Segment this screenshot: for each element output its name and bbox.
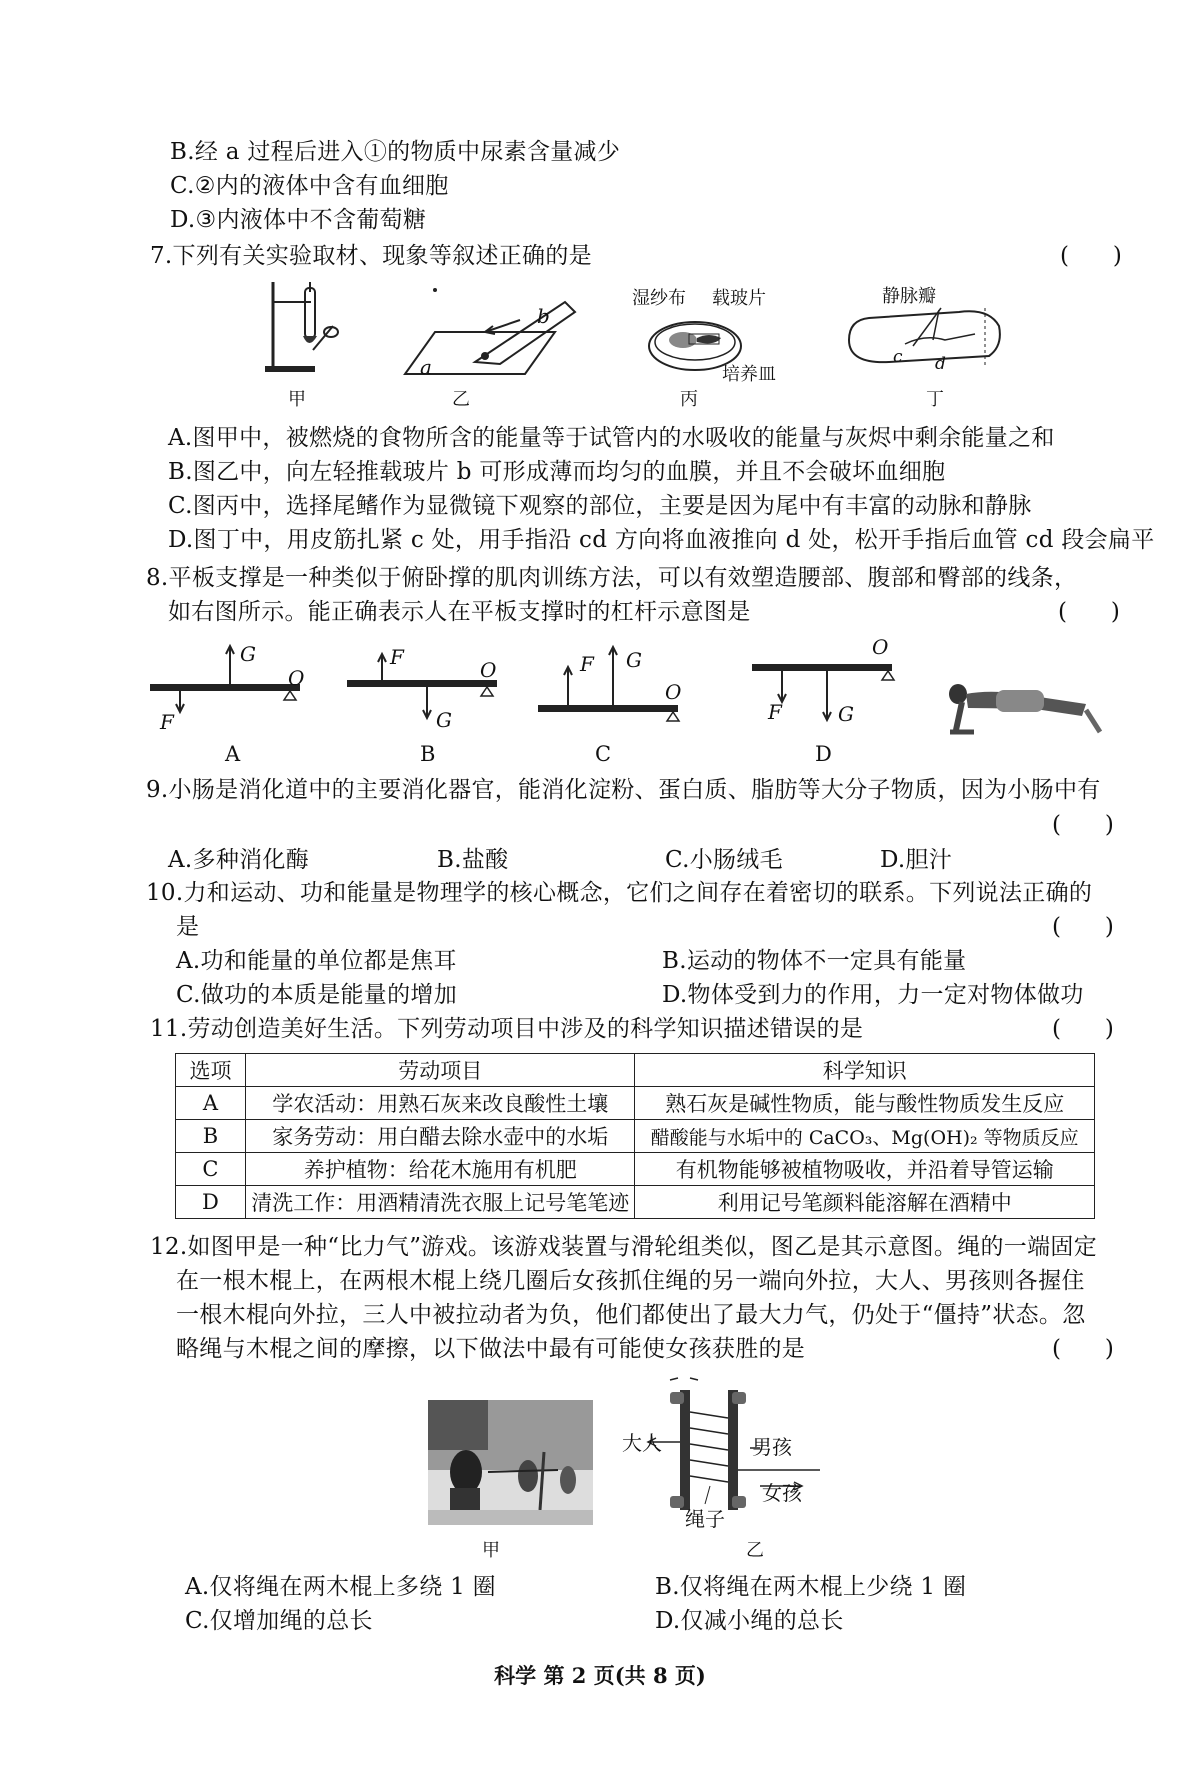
q8-d-label-g: G: [838, 702, 854, 726]
page-footer: 科学 第 2 页(共 8 页): [494, 1663, 706, 1688]
q8-c-label-g: G: [626, 648, 642, 672]
table-header-cell: 劳动项目: [245, 1054, 635, 1087]
q7-option-a: A.图甲中，被燃烧的食物所含的能量等于试管内的水吸收的能量与灰烬中剩余能量之和: [168, 425, 1055, 451]
table-cell: 醋酸能与水垢中的 CaCO₃、Mg(OH)₂ 等物质反应: [635, 1120, 1095, 1153]
q10-answer-bracket: ( ): [1052, 914, 1114, 940]
q12-option-b: B.仅将绳在两木棍上少绕 1 圈: [655, 1574, 967, 1600]
q7-label-shi-sha-bu: 湿纱布: [632, 288, 686, 309]
q8-option-a: A: [225, 742, 241, 766]
q12-label-jia: 甲: [482, 1540, 500, 1561]
q12-stem-line2: 在一根木棍上，在两根木棍上绕几圈后女孩抓住绳的另一端向外拉，大人、男孩则各握住: [176, 1268, 1085, 1294]
table-cell: 家务劳动：用白醋去除水壶中的水垢: [245, 1120, 635, 1153]
q7-stem: 7.下列有关实验取材、现象等叙述正确的是: [150, 243, 592, 269]
q12-answer-bracket: ( ): [1052, 1336, 1114, 1362]
q8-b-label-g: G: [436, 708, 452, 732]
q9-option-d: D.胆汁: [880, 847, 953, 873]
q7-label-jia: 甲: [288, 389, 306, 410]
q10-option-c: C.做功的本质是能量的增加: [176, 982, 457, 1008]
q8-b-label-f: F: [390, 645, 404, 669]
table-header-row: [176, 1054, 1095, 1087]
q10-option-a: A.功和能量的单位都是焦耳: [176, 948, 457, 974]
q8-plank-person-image: [940, 680, 1110, 750]
q12-label-sheng-zi: 绳子: [685, 1507, 725, 1531]
q8-b-label-o: O: [480, 658, 497, 682]
q8-stem-line1: 8.平板支撑是一种类似于俯卧撑的肌肉训练方法，可以有效塑造腰部、腹部和臀部的线条，: [146, 565, 1078, 591]
q7-label-pei-yang-min: 培养皿: [722, 364, 776, 385]
q8-a-label-g: G: [240, 642, 256, 666]
q8-a-label-o: O: [288, 666, 305, 690]
q8-a-label-f: F: [160, 710, 174, 734]
q12-photo-jia: [428, 1400, 593, 1525]
q9-option-c: C.小肠绒毛: [665, 847, 783, 873]
q7-figure-jia: [255, 280, 355, 380]
q7-label-d: d: [935, 354, 946, 374]
q8-stem-line2: 如右图所示。能正确表示人在平板支撑时的杠杆示意图是: [168, 599, 751, 625]
q12-label-nv-hai: 女孩: [762, 1481, 802, 1505]
q9-option-b: B.盐酸: [437, 847, 509, 873]
q12-stem-line4: 略绳与木棍之间的摩擦，以下做法中最有可能使女孩获胜的是: [176, 1336, 806, 1362]
q7-label-c: c: [893, 347, 903, 367]
q6-option-d: D.③内液体中不含葡萄糖: [170, 207, 427, 233]
q12-option-c: C.仅增加绳的总长: [185, 1608, 373, 1634]
table-cell: 熟石灰是碱性物质，能与酸性物质发生反应: [635, 1087, 1095, 1120]
table-row: [176, 1120, 1095, 1153]
q10-option-d: D.物体受到力的作用，力一定对物体做功: [662, 982, 1084, 1008]
q8-option-c: C: [595, 742, 612, 766]
q9-option-a: A.多种消化酶: [168, 847, 310, 873]
q7-label-bing: 丙: [680, 389, 698, 410]
q7-figure-ding: [845, 300, 1005, 380]
q9-stem: 9.小肠是消化道中的主要消化器官，能消化淀粉、蛋白质、脂肪等大分子物质，因为小肠中有: [146, 777, 1101, 803]
q12-label-da-ren: 大人: [622, 1431, 662, 1455]
table-header-cell: 选项: [176, 1054, 246, 1087]
q7-label-jing-mai-ban: 静脉瓣: [882, 286, 936, 307]
q12-diagram-yi: [660, 1378, 840, 1518]
q8-c-label-o: O: [665, 680, 682, 704]
q7-figure-yi: [405, 282, 585, 382]
q7-label-zai-bo-pian: 载玻片: [712, 288, 766, 309]
table-cell: D: [176, 1186, 246, 1219]
q7-label-a: a: [420, 355, 432, 379]
q7-answer-bracket: ( ): [1060, 243, 1122, 269]
q8-c-label-f: F: [580, 652, 594, 676]
table-cell: B: [176, 1120, 246, 1153]
q11-table: [175, 1053, 1095, 1219]
q10-stem-line2: 是: [176, 914, 200, 940]
q7-option-c: C.图丙中，选择尾鳍作为显微镜下观察的部位，主要是因为尾中有丰富的动脉和静脉: [168, 493, 1032, 519]
table-cell: 利用记号笔颜料能溶解在酒精中: [635, 1186, 1095, 1219]
q8-lever-a: [150, 640, 310, 710]
q6-option-b: B.经 a 过程后进入①的物质中尿素含量减少: [170, 139, 621, 165]
q12-stem-line3: 一根木棍向外拉，三人中被拉动者为负，他们都使出了最大力气，仍处于“僵持”状态。忽: [176, 1302, 1086, 1328]
q7-label-b: b: [537, 304, 550, 328]
q12-option-d: D.仅减小绳的总长: [655, 1608, 844, 1634]
q8-answer-bracket: ( ): [1058, 599, 1120, 625]
q7-label-yi: 乙: [452, 389, 470, 410]
q6-option-c: C.②内的液体中含有血细胞: [170, 173, 449, 199]
q11-answer-bracket: ( ): [1052, 1016, 1114, 1042]
table-cell: 清洗工作：用酒精清洗衣服上记号笔笔迹: [245, 1186, 635, 1219]
q7-label-ding: 丁: [926, 389, 944, 410]
table-cell: C: [176, 1153, 246, 1186]
table-row: [176, 1153, 1095, 1186]
table-row: [176, 1186, 1095, 1219]
q8-option-d: D: [815, 742, 832, 766]
table-header-cell: 科学知识: [635, 1054, 1095, 1087]
q12-stem-line1: 12.如图甲是一种“比力气”游戏。该游戏装置与滑轮组类似，图乙是其示意图。绳的一端固定: [150, 1234, 1097, 1260]
table-cell: 学农活动：用熟石灰来改良酸性土壤: [245, 1087, 635, 1120]
q11-stem: 11.劳动创造美好生活。下列劳动项目中涉及的科学知识描述错误的是: [150, 1016, 864, 1042]
q7-option-d: D.图丁中，用皮筋扎紧 c 处，用手指沿 cd 方向将血液推向 d 处，松开手指后血管 cd 段会扁平: [168, 527, 1155, 553]
q9-answer-bracket: ( ): [1052, 812, 1114, 838]
table-cell: 养护植物：给花木施用有机肥: [245, 1153, 635, 1186]
table-cell: A: [176, 1087, 246, 1120]
q7-option-b: B.图乙中，向左轻推载玻片 b 可形成薄而均匀的血膜，并且不会破坏血细胞: [168, 459, 946, 485]
q8-d-label-o: O: [872, 635, 889, 659]
q12-option-a: A.仅将绳在两木棍上多绕 1 圈: [185, 1574, 496, 1600]
table-cell: 有机物能够被植物吸收，并沿着导管运输: [635, 1153, 1095, 1186]
q8-option-b: B: [420, 742, 436, 766]
q12-label-nan-hai: 男孩: [752, 1435, 792, 1459]
q10-stem-line1: 10.力和运动、功和能量是物理学的核心概念，它们之间存在着密切的联系。下列说法正确的: [146, 880, 1093, 906]
q12-label-yi: 乙: [746, 1540, 764, 1561]
q8-d-label-f: F: [768, 700, 782, 724]
table-row: [176, 1087, 1095, 1120]
q10-option-b: B.运动的物体不一定具有能量: [662, 948, 967, 974]
